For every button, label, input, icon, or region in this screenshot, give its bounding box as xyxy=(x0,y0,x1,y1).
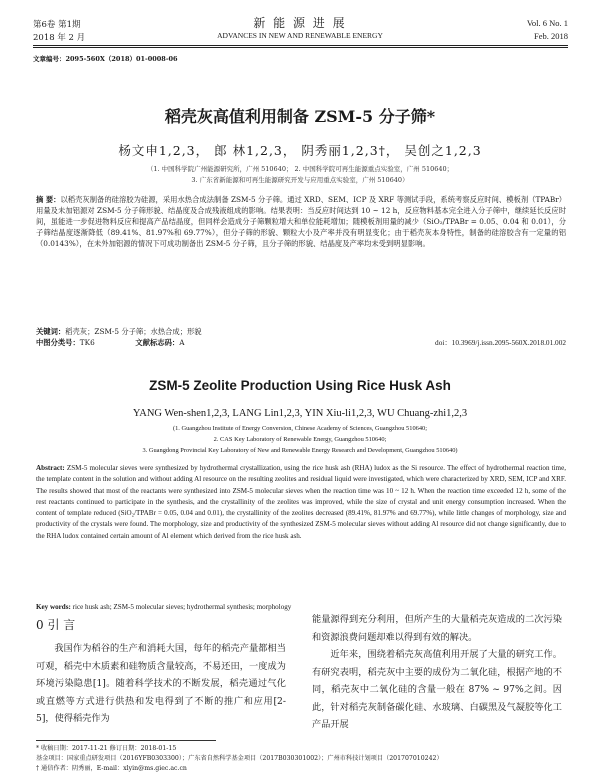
class-value: TK6 xyxy=(79,338,95,347)
abstract-cn-label: 摘 要： xyxy=(36,195,61,204)
abstract-cn xyxy=(36,194,566,249)
class-label: 中图分类号： xyxy=(36,338,80,347)
header-rule-2 xyxy=(33,47,568,48)
body-column-left: 我国作为稻谷的生产和消耗大国，每年的稻壳产量都相当可观，稻壳中木质素和硅物质含量较高，不易还田，一度成为环境污染隐患[1]。随着科学技术的不断发展，稻壳通过气化或直燃等方式进行供热和发电得到了不断的推广和应用[2-5]，使得稻壳作为 xyxy=(36,643,286,724)
authors-en: YANG Wen-shen1,2,3, LANG Lin1,2,3, YIN Xiu-li1,2,3, WU Chuang-zhi1,2,3 xyxy=(132,408,468,419)
publication-date: Feb. 2018 xyxy=(534,31,568,41)
footnote-corresponding: † 通信作者：阴秀丽，E-mail：xlyin@ms.giec.ac.cn xyxy=(36,765,187,772)
authors-cn: 杨文申1,2,3， 郎 林1,2,3， 阴秀丽1,2,3†， 吴创之1,2,3 xyxy=(118,143,482,158)
article-number: 文章编号：2095-560X（2018）01-0008-06 xyxy=(33,55,178,63)
abstract-en-text: ZSM-5 molecular sieves were synthesized by hydrothermal crystallization, using the rice husk ash (RHA) ludox as the Si resource. The effect of hydrothermal reaction time, the template content in the solution and without adding Al resource on the resulting zeolites and residual liquid were investigated, which were characterized by XRD, SEM, ICP and XRF. The results showed that most of the reactants were synthesized into ZSM-5 molecular sieves when the reaction time was 10 ~ 12 h. When the reaction time exceeded 12 h, some of the rest reactants continued to participate in the synthesis, and the crystallinity of the zeolites was improved, while the size of crystal and unit energy consumption increased. When the content of template reduced (SiO₂/TPABr = 0.05, 0.04 and 0.01), the crystallinity of the zeolites decreased (89.41%, 81.97% and 69.77%), while little changes of morphology, size and productivity of the crystals were found. The morphology, size and productivity of the synthesized ZSM-5 molecular sieves without adding Al resource did not change significantly, due to the RHA ludox contained certain amount of Al element which derived from the rice husk ash. xyxy=(36,464,566,540)
keywords-en-text: rice husk ash; ZSM-5 molecular sieves; hydrothermal synthesis; morphology xyxy=(72,603,292,611)
affiliation-en-1: (1. Guangzhou Institute of Energy Conversion, Chinese Academy of Sciences, Guangzhou 510640; xyxy=(172,425,428,432)
footnote-fund: 基金项目：国家重点研发项目（2016YFB0303300）；广东省自然科学基金项目（2017B030301002）；广州市科技计划项目（201707010242） xyxy=(36,755,443,762)
affiliation-en-2: 2. CAS Key Laboratory of Renewable Energy, Guangzhou 510640; xyxy=(213,436,387,443)
footnote-received: * 收稿日期：2017-11-21 修订日期：2018-01-15 xyxy=(36,745,177,752)
title-cn: 稻壳灰高值利用制备 ZSM-5 分子筛* xyxy=(164,107,436,126)
journal-name-en: ADVANCES IN NEW AND RENEWABLE ENERGY xyxy=(217,31,383,40)
volume-number: Vol. 6 No. 1 xyxy=(526,18,568,28)
body-column-right-2: 近年来，围绕着稻壳灰高值利用开展了大量的研究工作。有研究表明，稻壳灰中主要的成份为二氧化硅，根据产地的不同，稻壳灰中二氧化硅的含量一般在 87% ~ 97%之间。因此，针对稻壳灰制备碳化硅、水玻璃、白碳黑及气凝胶等化工产品开展 xyxy=(312,649,562,730)
doc-code-label: 文献标志码： xyxy=(135,338,180,347)
journal-issue: 第6卷 第1期 xyxy=(33,20,81,30)
affiliation-cn-2: 3. 广东省新能源和可再生能源研究开发与应用重点实验室，广州 510640） xyxy=(191,176,409,184)
header-rule xyxy=(33,45,568,46)
section-heading: 0 引 言 xyxy=(36,618,76,632)
keywords-cn-label: 关键词： xyxy=(36,327,66,336)
keywords-cn xyxy=(36,327,202,337)
body-column-right-1: 能量源得到充分利用，但所产生的大量稻壳灰造成的二次污染和资源浪费问题却难以得到有效的解决。 xyxy=(312,614,562,643)
keywords-cn-text: 稻壳灰；ZSM-5 分子筛；水热合成；形貌 xyxy=(65,327,202,336)
title-en: ZSM-5 Zeolite Production Using Rice Husk Ash xyxy=(149,378,451,393)
keywords-en-label: Key words: xyxy=(36,603,71,611)
abstract-en xyxy=(36,463,566,542)
doc-code-value: A xyxy=(179,338,185,347)
footnote-rule xyxy=(36,740,216,741)
journal-date: 2018 年 2 月 xyxy=(33,33,86,43)
affiliation-en-3: 3. Guangdong Provincial Key Laboratory of New and Renewable Energy Research and Development, Guangzhou 510640) xyxy=(142,447,458,454)
affiliation-cn-1: （1. 中国科学院广州能源研究所，广州 510640； 2. 中国科学院可再生能源重点实验室，广州 510640； xyxy=(146,165,454,173)
abstract-en-label: Abstract: xyxy=(36,464,65,472)
doi: doi：10.3969/j.issn.2095-560X.2018.01.002 xyxy=(435,338,566,347)
classification xyxy=(36,338,184,348)
abstract-cn-text: 以稻壳灰制备的硅溶胶为硅源，采用水热合成法制备 ZSM-5 分子筛。通过 XRD、SEM、ICP 及 XRF 等测试手段，系统考察反应时间、模板剂（TPABr）用量及未加铝源对 ZSM-5 分子筛形貌、结晶度及合成残液组成的影响。结果表明：当反应时间达到 10 ~ 12 h，反应物料基本完全进入分子筛中，继续延长反应时间，虽能进一步促进物料反应和提高产品结晶度，但同样会造成分子筛颗粒增大和单位能耗增加；随模板剂用量的减少（SiO₂/TPABr = 0.05、0.04 和 0.01），分子筛结晶度逐渐降低（89.41%、81.97%和 69.77%），但分子筛的形貌、颗粒大小及产率并没有明显变化；由于稻壳灰本身特性，制备的硅溶胶含有一定量的铝（0.0143%），在未外加铝源的情况下可成功制备出 ZSM-5 分子筛，且分子筛的形貌、结晶度及产率均未受到明显影响。 xyxy=(36,195,566,248)
journal-name-cn: 新 能 源 进 展 xyxy=(253,16,347,30)
